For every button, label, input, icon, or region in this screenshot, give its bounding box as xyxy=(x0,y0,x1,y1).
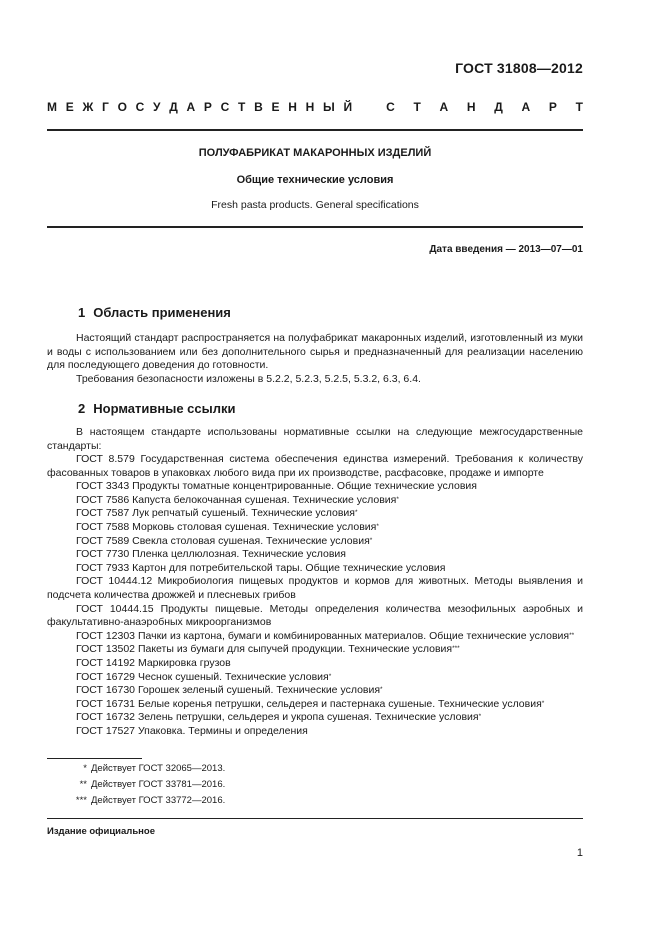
footnote-2 xyxy=(47,779,225,790)
title-rule xyxy=(47,226,583,228)
reference-title: Упаковка. Термины и определения xyxy=(137,724,308,737)
reference-title: Продукты томатные концентрированные. Общие технические условия xyxy=(132,480,477,493)
footnote-marker: * xyxy=(369,536,373,544)
reference-item xyxy=(47,480,583,494)
reference-item xyxy=(47,630,583,644)
section-1-para-2-text: Требования безопасности изложены в 5.2.2, 5.2.3, 5.2.5, 5.3.2, 6.3, 6.4. xyxy=(76,373,421,385)
reference-item xyxy=(47,548,583,562)
reference-item xyxy=(47,711,583,725)
reference-code: ГОСТ 16732 xyxy=(76,711,136,724)
reference-title: Картон для потребительской тары. Общие технические условия xyxy=(132,561,446,574)
footnote-marker: * xyxy=(478,713,482,721)
footnote-3-text: Действует ГОСТ 33772—2016. xyxy=(91,795,226,806)
reference-code: ГОСТ 13502 xyxy=(76,643,136,656)
top-rule xyxy=(47,129,583,131)
reference-item xyxy=(47,521,583,535)
reference-item xyxy=(47,575,583,602)
reference-code: ГОСТ 14192 xyxy=(76,656,136,669)
reference-title: Маркировка грузов xyxy=(137,656,231,669)
footnote-2-mark: ** xyxy=(79,779,87,790)
section-2-title: Нормативные ссылки xyxy=(93,401,236,416)
reference-code: ГОСТ 17527 xyxy=(76,724,136,737)
section-1-para-2 xyxy=(47,373,583,387)
reference-item xyxy=(47,725,583,739)
reference-item xyxy=(47,657,583,671)
reference-code: ГОСТ 10444.12 xyxy=(76,575,153,588)
reference-code: ГОСТ 7586 xyxy=(76,493,130,506)
reference-item xyxy=(47,684,583,698)
reference-code: ГОСТ 7587 xyxy=(76,507,130,520)
reference-item xyxy=(47,671,583,685)
section-2-heading xyxy=(78,401,235,416)
reference-title: Чеснок сушеный. Технические условия xyxy=(137,670,329,683)
reference-code: ГОСТ 7933 xyxy=(76,561,130,574)
reference-title: Капуста белокочанная сушеная. Технические условия xyxy=(132,493,397,506)
section-2-intro-text: В настоящем стандарте использованы нормативные ссылки на следующие межгосударственные стандарты: xyxy=(47,426,583,452)
interstate-heading xyxy=(47,100,583,114)
footnote-marker: ** xyxy=(569,631,575,639)
page-number: 1 xyxy=(576,847,583,859)
reference-title: Свекла столовая сушеная. Технические условия xyxy=(132,534,370,547)
reference-title: Пакеты из бумаги для сыпучей продукции. Технические условия xyxy=(137,643,453,656)
reference-item xyxy=(47,643,583,657)
standard-code: ГОСТ 31808—2012 xyxy=(455,60,583,76)
footnote-1-mark: * xyxy=(83,763,87,774)
introduction-date: Дата введения — 2013—07—01 xyxy=(429,244,583,255)
reference-item xyxy=(47,535,583,549)
footnote-3 xyxy=(47,795,225,806)
footnote-marker: * xyxy=(541,699,545,707)
reference-code: ГОСТ 7588 xyxy=(76,520,130,533)
reference-title: Белые коренья петрушки, сельдерея и пастернака сушеные. Технические условия xyxy=(137,697,542,710)
reference-title: Продукты пищевые. Методы определения количества мезофильных аэробных и факультативно-анаэробных микроорганизмов xyxy=(47,602,583,629)
interstate-word-1: М Е Ж Г О С У Д А Р С Т В Е Н Н Ы Й xyxy=(47,100,353,114)
document-subtitle: Общие технические условия xyxy=(236,174,394,186)
section-2-number: 2 xyxy=(78,401,86,416)
footnote-3-mark: *** xyxy=(75,795,87,806)
section-1-number: 1 xyxy=(78,305,86,320)
document-title: ПОЛУФАБРИКАТ МАКАРОННЫХ ИЗДЕЛИЙ xyxy=(198,147,432,159)
interstate-word-2: С Т А Н Д А Р Т xyxy=(386,100,583,114)
reference-item xyxy=(47,603,583,630)
footnote-marker: * xyxy=(328,672,332,680)
footnote-marker: * xyxy=(396,495,399,503)
reference-title: Пачки из картона, бумаги и комбинированных материалов. Общие технические условия xyxy=(137,629,570,642)
reference-title: Морковь столовая сушеная. Технические условия xyxy=(132,520,377,533)
section-1-para-1-text: Настоящий стандарт распространяется на полуфабрикат макаронных изделий, изготовленный из муки и воды с использованием или без дополнительного сырья и предназначенный для реализации населению для последующего доведения до готовности. xyxy=(47,332,583,372)
section-1-title: Область применения xyxy=(93,305,231,320)
reference-code: ГОСТ 12303 xyxy=(76,629,136,642)
section-2-intro xyxy=(47,426,583,453)
reference-title: Горошек зеленый сушеный. Технические условия xyxy=(137,684,381,697)
reference-code: ГОСТ 3343 xyxy=(76,480,130,493)
reference-item xyxy=(47,494,583,508)
reference-code: ГОСТ 10444.15 xyxy=(76,602,154,615)
reference-code: ГОСТ 16730 xyxy=(76,684,136,697)
reference-item xyxy=(47,698,583,712)
bottom-rule xyxy=(47,818,583,819)
reference-item xyxy=(47,507,583,521)
reference-code: ГОСТ 7730 xyxy=(76,548,130,561)
footnote-marker: *** xyxy=(452,645,460,653)
reference-title: Пленка целлюлозная. Технические условия xyxy=(132,548,346,561)
footnote-2-text: Действует ГОСТ 33781—2016. xyxy=(91,779,226,790)
footnote-1 xyxy=(47,763,225,774)
reference-item xyxy=(47,562,583,576)
document-english-title: Fresh pasta products. General specifications xyxy=(211,199,419,211)
footnote-rule xyxy=(47,758,142,759)
reference-title: Государственная система обеспечения единства измерений. Требования к количеству фасованных товаров в упаковках любого вида при их производстве, расфасовке, продаже и импорте xyxy=(47,453,584,479)
reference-title: Микробиология пищевых продуктов и кормов для животных. Методы выявления и подсчета количества дрожжей и плесневых грибов xyxy=(47,575,584,601)
normative-references-list xyxy=(47,453,583,738)
reference-title: Зелень петрушки, сельдерея и укропа сушеная. Технические условия xyxy=(137,711,479,724)
official-edition-label: Издание официальное xyxy=(47,826,155,837)
footnote-marker: * xyxy=(376,522,379,530)
footnote-1-text: Действует ГОСТ 32065—2013. xyxy=(91,763,226,774)
reference-code: ГОСТ 16729 xyxy=(76,670,136,683)
reference-code: ГОСТ 16731 xyxy=(76,697,136,710)
footnote-marker: * xyxy=(380,686,383,694)
reference-item xyxy=(47,453,583,480)
reference-title: Лук репчатый сушеный. Технические условия xyxy=(132,507,355,520)
reference-code: ГОСТ 8.579 xyxy=(76,453,135,465)
section-1-heading xyxy=(78,305,231,320)
reference-code: ГОСТ 7589 xyxy=(76,534,130,547)
footnote-marker: * xyxy=(355,509,358,517)
section-1-para-1 xyxy=(47,332,583,373)
